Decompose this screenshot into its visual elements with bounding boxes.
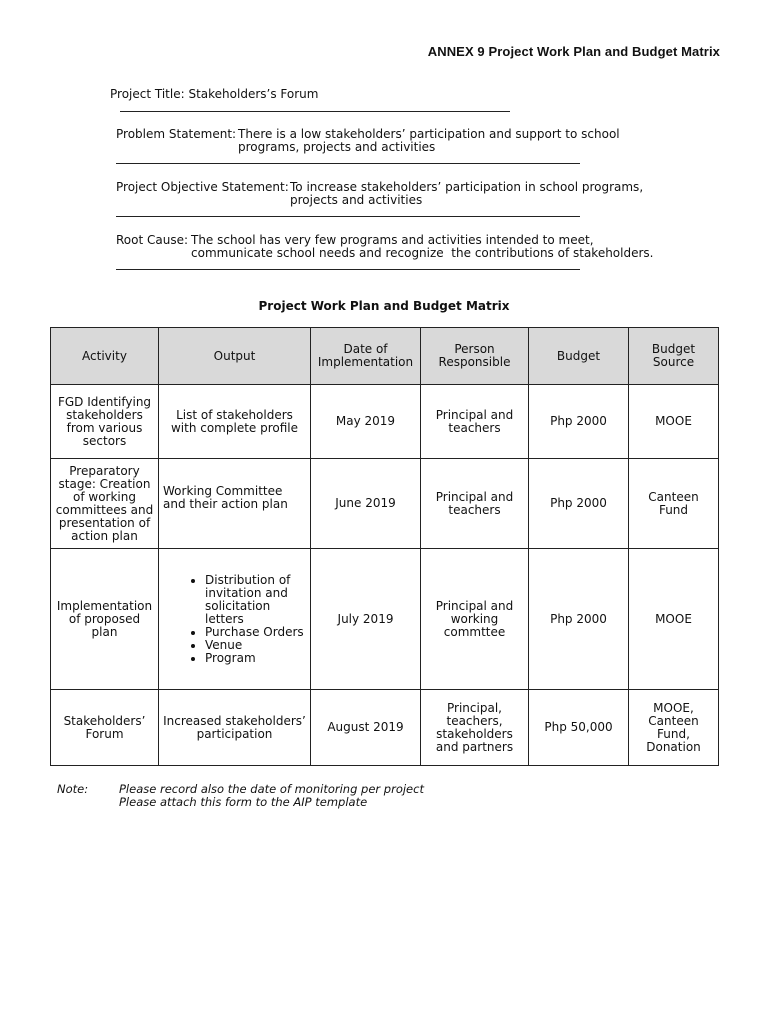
cell-person: Principal and teachers — [421, 385, 529, 459]
list-item: • Program — [205, 652, 306, 665]
root-cause-label: Root Cause: — [116, 233, 189, 247]
list-item: • Purchase Orders — [205, 626, 306, 639]
root-cause-line1: The school has very few programs and activities intended to meet, — [191, 233, 594, 247]
list-item: • Distribution of invitation and solicitation letters — [205, 574, 306, 626]
cell-budget-source: MOOE, Canteen Fund, Donation — [629, 690, 719, 766]
root-cause-line2: communicate school needs and recognize the contributions of stakeholders. — [191, 246, 654, 260]
cell-person: Principal and working commttee — [421, 549, 529, 690]
cell-output: Increased stakeholders’ participation — [159, 690, 311, 766]
objective-statement-line1: To increase stakeholders’ participation in school programs, — [290, 180, 644, 194]
header-person: Person Responsible — [421, 328, 529, 385]
cell-person: Principal, teachers, stakeholders and partners — [421, 690, 529, 766]
table-row — [51, 549, 719, 690]
cell-activity: Preparatory stage: Creation of working committees and presentation of action plan — [51, 459, 159, 549]
cell-budget-source: MOOE — [629, 385, 719, 459]
objective-statement-underline — [116, 216, 580, 217]
list-item: • Venue — [205, 639, 306, 652]
problem-statement-line2: programs, projects and activities — [238, 140, 436, 154]
project-title-label: Project Title: — [110, 87, 185, 101]
note-line2: Please attach this form to the AIP template — [119, 795, 368, 809]
root-cause-underline — [116, 269, 580, 270]
work-plan-budget-table — [50, 327, 719, 766]
header-budget: Budget — [529, 328, 629, 385]
cell-budget-source: Canteen Fund — [629, 459, 719, 549]
cell-date: July 2019 — [311, 549, 421, 690]
cell-output — [159, 549, 311, 690]
cell-date: May 2019 — [311, 385, 421, 459]
cell-output: Working Committee and their action plan — [159, 459, 311, 549]
cell-activity: FGD Identifying stakeholders from various sectors — [51, 385, 159, 459]
annex-heading: ANNEX 9 Project Work Plan and Budget Matrix — [427, 44, 720, 59]
table-row — [51, 385, 719, 459]
header-date: Date of Implementation — [311, 328, 421, 385]
cell-budget: Php 2000 — [529, 385, 629, 459]
project-title-value: Stakeholders’s Forum — [188, 87, 319, 101]
output-bullet-list — [163, 574, 306, 665]
project-title-underline — [120, 111, 510, 112]
cell-date: June 2019 — [311, 459, 421, 549]
problem-statement-underline — [116, 163, 580, 164]
cell-date: August 2019 — [311, 690, 421, 766]
problem-statement-label: Problem Statement: — [116, 127, 237, 141]
note-line1: Please record also the date of monitoring per project — [119, 782, 424, 796]
cell-budget: Php 2000 — [529, 549, 629, 690]
objective-statement-label: Project Objective Statement: — [116, 180, 289, 194]
project-title-field — [110, 88, 318, 101]
cell-budget: Php 2000 — [529, 459, 629, 549]
matrix-title: Project Work Plan and Budget Matrix — [258, 299, 510, 313]
cell-activity: Implementation of proposed plan — [51, 549, 159, 690]
problem-statement-line1: There is a low stakeholders’ participation and support to school — [238, 127, 620, 141]
table-row — [51, 690, 719, 766]
cell-output: List of stakeholders with complete profile — [159, 385, 311, 459]
table-header-row — [51, 328, 719, 385]
header-budget-source: Budget Source — [629, 328, 719, 385]
header-activity: Activity — [51, 328, 159, 385]
cell-person: Principal and teachers — [421, 459, 529, 549]
table-row — [51, 459, 719, 549]
cell-budget-source: MOOE — [629, 549, 719, 690]
cell-budget: Php 50,000 — [529, 690, 629, 766]
objective-statement-line2: projects and activities — [290, 193, 423, 207]
header-output: Output — [159, 328, 311, 385]
cell-activity: Stakeholders’ Forum — [51, 690, 159, 766]
note-label: Note: — [57, 782, 89, 796]
